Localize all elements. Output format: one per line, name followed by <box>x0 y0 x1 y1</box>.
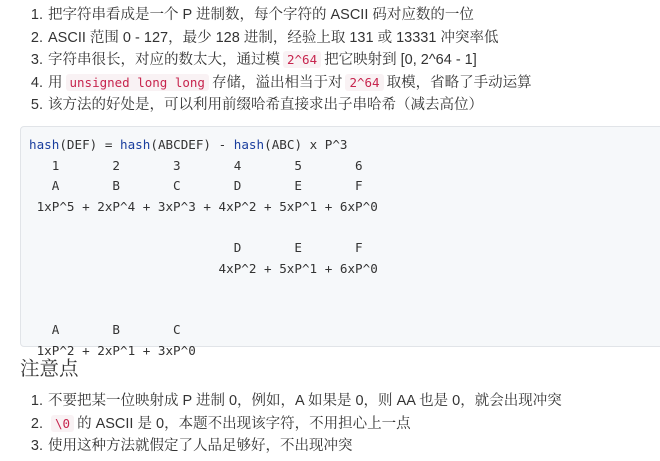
code-line <box>29 135 378 156</box>
list-text: 存储，溢出相当于对 <box>211 74 343 91</box>
list-item <box>0 27 532 50</box>
list-item <box>0 413 562 436</box>
list-text: 不要把某一位映射成 P 进制 0，例如，A 如果是 0，则 AA 也是 0，就会出现冲突 <box>48 393 562 409</box>
list-text: 取模，省略了手动运算 <box>386 74 532 91</box>
notes-list <box>0 390 562 458</box>
code-line: 4xP^2 + 5xP^1 + 6xP^0 <box>29 260 378 276</box>
list-text: 把它映射到 [0, 2^64 - 1] <box>324 52 477 68</box>
inline-code: \0 <box>51 415 74 432</box>
list-number: 1. <box>30 7 43 23</box>
list-number: 5. <box>30 97 43 113</box>
list-number: 1. <box>30 393 43 409</box>
code-line <box>29 300 378 321</box>
list-text: 用 <box>48 74 63 91</box>
inline-code: 2^64 <box>345 74 383 91</box>
inline-code: unsigned long long <box>66 74 209 91</box>
list-item <box>0 94 532 117</box>
list-number: 2. <box>30 415 43 432</box>
list-text: 该方法的好处是，可以利用前缀哈希直接求出子串哈希（减去高位） <box>48 97 483 113</box>
inline-code: 2^64 <box>283 51 321 68</box>
list-number: 3. <box>30 52 43 68</box>
code-line: A B C D E F <box>29 178 363 194</box>
code-line: 1 2 3 4 5 6 <box>29 157 363 173</box>
list-text: 把字符串看成是一个 P 进制数，每个字符的 ASCII 码对应数的一位 <box>48 7 474 23</box>
function-name: hash <box>233 137 265 152</box>
code-text: (ABC) x P^3 <box>264 137 348 152</box>
list-item <box>0 390 562 413</box>
list-text: ASCII 范围 0 - 127，最少 128 进制，经验上取 131 或 13331 冲突率低 <box>48 29 499 46</box>
function-name: hash <box>120 137 151 152</box>
section-heading: 注意点 <box>20 358 79 380</box>
code-content <box>29 135 378 362</box>
code-line: A B C <box>29 322 181 338</box>
code-text: (DEF) = <box>59 137 121 152</box>
code-text: (ABCDEF) - <box>150 137 234 152</box>
list-item <box>0 72 532 95</box>
list-number: 2. <box>30 29 43 46</box>
list-number: 3. <box>30 438 43 454</box>
principles-list <box>0 4 532 117</box>
code-block <box>20 126 660 358</box>
list-text: 的 ASCII 是 0，本题不出现该字符，不用担心上一点 <box>77 415 411 432</box>
list-number: 4. <box>30 74 43 91</box>
code-line: 1xP^5 + 2xP^4 + 3xP^3 + 4xP^2 + 5xP^1 + 6xP^0 <box>29 198 378 214</box>
code-line: 1xP^2 + 2xP^1 + 3xP^0 <box>29 342 196 358</box>
function-name: hash <box>29 137 60 152</box>
list-item <box>0 49 532 72</box>
code-line <box>29 279 378 300</box>
list-text: 字符串很长，对应的数太大，通过模 <box>48 52 280 68</box>
list-text: 使用这种方法就假定了人品足够好，不出现冲突 <box>48 438 353 454</box>
code-line <box>29 217 378 238</box>
code-line: D E F <box>29 239 363 255</box>
list-item <box>0 435 562 458</box>
list-item <box>0 4 532 27</box>
